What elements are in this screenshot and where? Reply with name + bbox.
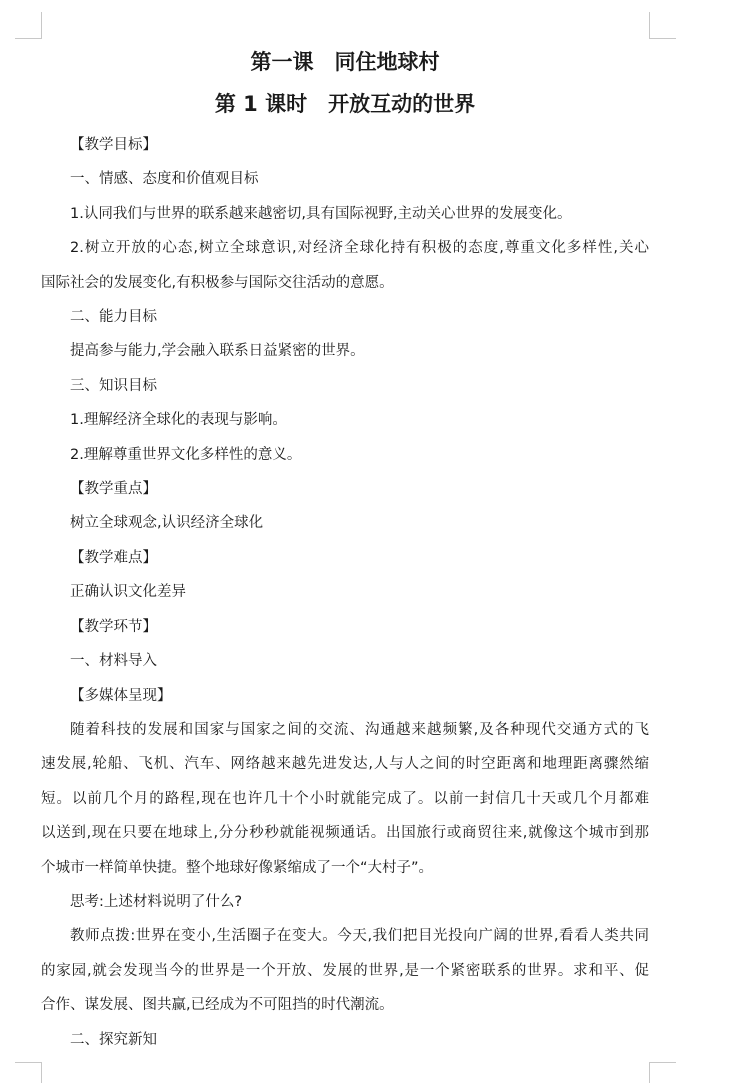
crop-mark-bottom-right xyxy=(649,1062,676,1083)
question-text: 思考:上述材料说明了什么? xyxy=(70,893,243,910)
teacher-paragraph xyxy=(41,919,649,1022)
lesson-title: 第一课 同住地球村 xyxy=(250,50,440,74)
teacher-line-3: 合作、谋发展、图共赢,已经成为不可阻挡的时代潮流。 xyxy=(41,997,394,1014)
emotion-item-2-line-1: 2.树立开放的心态,树立全球意识,对经济全球化持有积极的态度,尊重文化多样性,关心 xyxy=(70,240,649,257)
key-heading: 【教学重点】 xyxy=(70,481,157,498)
crop-mark-top-right xyxy=(649,12,676,39)
ability-heading: 二、能力目标 xyxy=(70,309,157,326)
material-line-3: 短。以前几个月的路程,现在也许几十个小时就能完成了。以前一封信几十天或几个月都难 xyxy=(41,790,649,807)
document-page xyxy=(41,44,649,1057)
material-line-4: 以送到,现在只要在地球上,分分秒秒就能视频通话。出国旅行或商贸往来,就像这个城市到那 xyxy=(41,825,649,842)
intro-heading: 一、材料导入 xyxy=(70,653,157,670)
process-heading: 【教学环节】 xyxy=(70,618,157,635)
goal-heading: 【教学目标】 xyxy=(70,137,157,153)
lesson-subtitle: 第 1 课时 开放互动的世界 xyxy=(214,92,476,116)
material-line-5: 个城市一样简单快捷。整个地球好像紧缩成了一个“大村子”。 xyxy=(41,859,434,876)
explore-heading: 二、探究新知 xyxy=(70,1031,157,1048)
ability-item-1: 提高参与能力,学会融入联系日益紧密的世界。 xyxy=(70,343,365,360)
emotion-item-2-line-2: 国际社会的发展变化,有积极参与国际交往活动的意愿。 xyxy=(41,274,394,291)
knowledge-item-1: 1.理解经济全球化的表现与影响。 xyxy=(70,412,287,429)
difficulty-text: 正确认识文化差异 xyxy=(70,584,186,601)
teacher-line-2: 的家园,就会发现当今的世界是一个开放、发展的世界,是一个紧密联系的世界。求和平、促 xyxy=(41,962,649,979)
crop-mark-top-left xyxy=(15,12,42,39)
teacher-line-1: 教师点拨:世界在变小,生活圈子在变大。今天,我们把目光投向广阔的世界,看看人类共同 xyxy=(70,928,649,945)
knowledge-item-2: 2.理解尊重世界文化多样性的意义。 xyxy=(70,446,302,463)
knowledge-heading: 三、知识目标 xyxy=(70,377,157,394)
material-paragraph xyxy=(41,713,649,885)
media-heading: 【多媒体呈现】 xyxy=(70,687,172,704)
crop-mark-bottom-left xyxy=(15,1062,42,1083)
emotion-item-2 xyxy=(41,231,649,300)
difficulty-heading: 【教学难点】 xyxy=(70,549,157,566)
emotion-item-1: 1.认同我们与世界的联系越来越密切,具有国际视野,主动关心世界的发展变化。 xyxy=(70,205,572,222)
material-line-1: 随着科技的发展和国家与国家之间的交流、沟通越来越频繁,及各种现代交通方式的飞 xyxy=(70,721,649,738)
key-text: 树立全球观念,认识经济全球化 xyxy=(70,515,264,532)
material-line-2: 速发展,轮船、飞机、汽车、网络越来越先进发达,人与人之间的时空距离和地理距离骤然缩 xyxy=(41,756,649,773)
emotion-heading: 一、情感、态度和价值观目标 xyxy=(70,171,259,188)
